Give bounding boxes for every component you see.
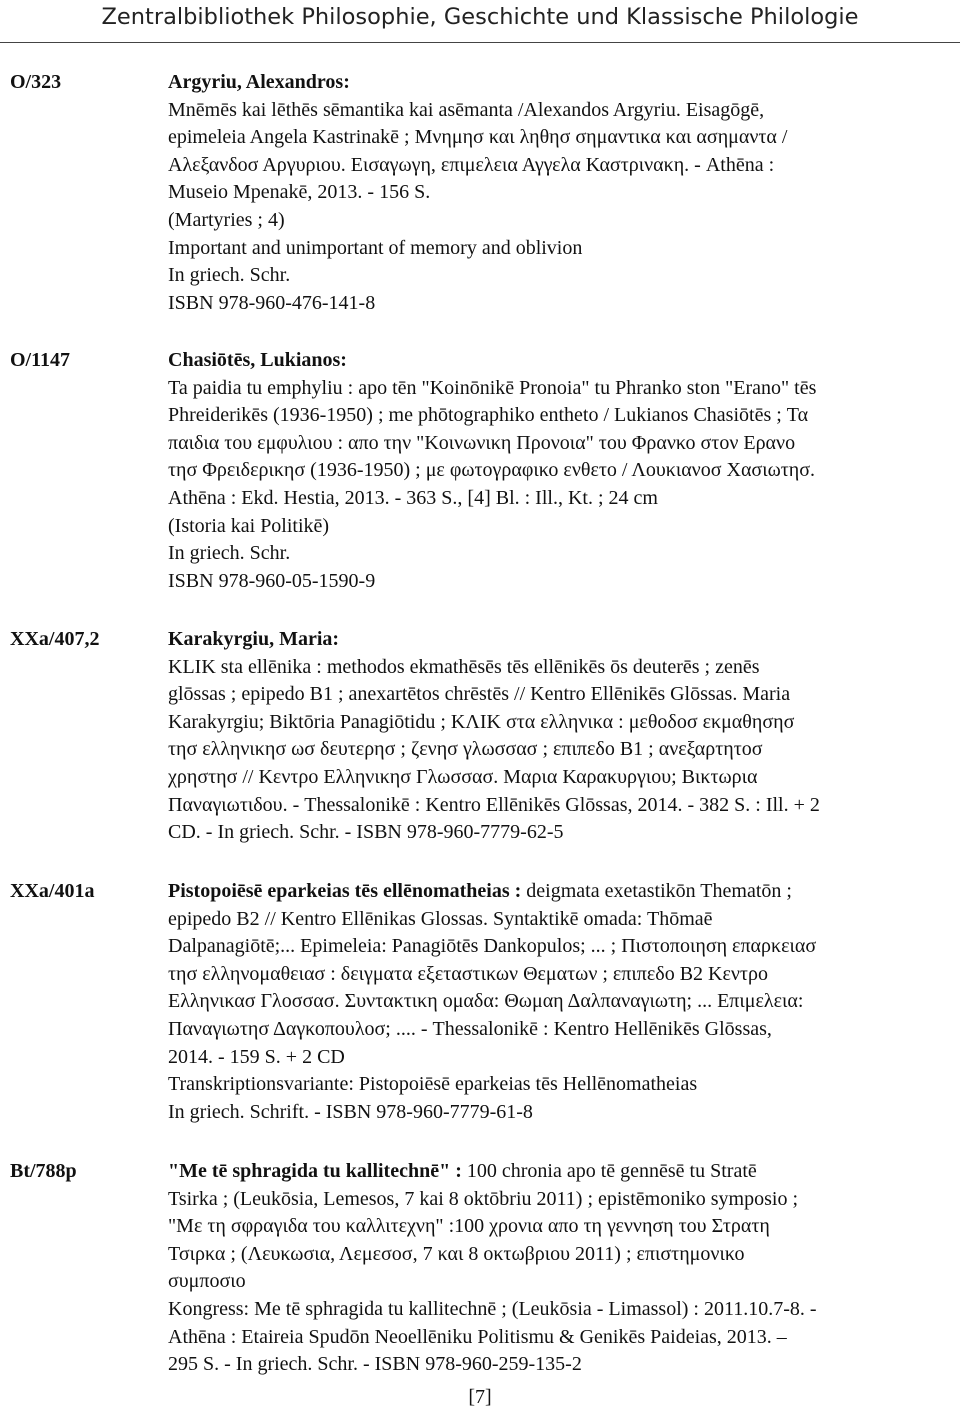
page-number: [7]: [468, 1386, 492, 1408]
entry-title-line: [168, 878, 958, 906]
entry-line: CD. - In griech. Schr. - ISBN 978-960-7779-62-5: [168, 821, 564, 844]
entry-line: Mnēmēs kai lēthēs sēmantika kai asēmanta /Alexandos Argyriu. Eisagōgē,: [168, 98, 765, 121]
entry-line: Ελληνικασ Γλοσσασ. Συντακτικη ομαδα: Θωμαη Δαλπαναγιωτη; ... Επιμελεια:: [168, 990, 804, 1013]
entry-line: Museio Mpenakē, 2013. - 156 S.: [168, 181, 431, 204]
header-divider: [0, 42, 960, 43]
entry-line: glōssas ; epipedo B1 ; anexartētos chrēstēs // Kentro Ellēnikēs Glōssas. Maria: [168, 683, 791, 706]
entry-line: (Martyries ; 4): [168, 208, 285, 231]
entry-author: Karakyrgiu, Maria:: [168, 628, 340, 650]
entry-line: Athēna : Ekd. Hestia, 2013. - 363 S., [4] Bl. : Ill., Kt. ; 24 cm: [168, 486, 658, 509]
entry-line: Αλεξανδοσ Αργυριου. Εισαγωγη, επιμελεια Αγγελα Καστρινακη. - Athēna :: [168, 153, 775, 176]
entry-line: Τσιρκα ; (Λευκωσια, Λεμεσοσ, 7 και 8 οκτωβριου 2011) ; επιστημονικο: [168, 1242, 745, 1265]
entry-title-rest: deigmata exetastikōn Thematōn ;: [521, 880, 792, 902]
entry-line: συμποσιο: [168, 1270, 246, 1293]
shelfmark: O/1147: [10, 349, 71, 371]
entry-isbn: ISBN 978-960-05-1590-9: [168, 569, 376, 592]
entry-line: Dalpanagiōtē;... Epimeleia: Panagiōtēs Dankopulos; ... ; Πιστοποιηση επαρκειασ: [168, 935, 817, 958]
entry-line: KLIK sta ellēnika : methodos ekmathēsēs tēs ellēnikēs ōs deuterēs ; zenēs: [168, 655, 760, 678]
entry-isbn: In griech. Schrift. - ISBN 978-960-7779-61-8: [168, 1100, 533, 1123]
entry-line: τησ ελληνικησ ωσ δευτερησ ; ζενησ γλωσσασ ; επιπεδο Β1 ; ανεξαρτητοσ: [168, 738, 763, 761]
entry-line: In griech. Schr.: [168, 542, 291, 565]
entry-isbn: 295 S. - In griech. Schr. - ISBN 978-960-259-135-2: [168, 1353, 582, 1376]
shelfmark: Bt/788p: [10, 1160, 77, 1182]
entry-line: Athēna : Etaireia Spudōn Neoellēniku Politismu & Genikēs Paideias, 2013. –: [168, 1325, 787, 1348]
entry-line: Παναγιωτιδου. - Thessalonikē : Kentro Ellēnikēs Glōssas, 2014. - 382 S. : Ill. + 2: [168, 793, 820, 816]
entry-line: "Με τη σφραγιδα του καλλιτεχνη" :100 χρονια απο τη γεννηση του Στρατη: [168, 1215, 770, 1238]
entry-title-line: [168, 1158, 958, 1186]
entry-author: Chasiōtēs, Lukianos:: [168, 349, 347, 371]
entry-line: Παναγιωτησ Δαγκοπουλοσ; .... - Thessalonikē : Kentro Hellēnikēs Glōssas,: [168, 1017, 772, 1040]
entry-line: τησ ελληνομαθειασ : δειγματα εξεταστικων Θεματων ; επιπεδο Β2 Κεντρο: [168, 962, 768, 985]
entry-title-bold: "Me tē sphragida tu kallitechnē" :: [168, 1160, 462, 1182]
entry-text: [168, 1158, 958, 1379]
entry-line: Phreiderikēs (1936-1950) ; me phōtographiko entheto / Lukianos Chasiōtēs ; Τα: [168, 404, 809, 427]
library-header: Zentralbibliothek Philosophie, Geschichte und Klassische Philologie: [101, 4, 859, 30]
entry-line: Transkriptionsvariante: Pistopoiēsē eparkeias tēs Hellēnomatheias: [168, 1073, 698, 1096]
entry-line: παιδια του εμφυλιου : απο την "Κοινωνικη Προνοια" του Φρανκο στον Ερανο: [168, 431, 796, 454]
shelfmark: XXa/407,2: [10, 628, 100, 650]
entry-text: [168, 626, 958, 847]
entry-title-rest: 100 chronia apo tē gennēsē tu Stratē: [461, 1160, 757, 1182]
entry-line: epipedo B2 // Kentro Ellēnikas Glossas. Syntaktikē omada: Thōmaē: [168, 907, 713, 930]
entry-line: Important and unimportant of memory and oblivion: [168, 236, 583, 259]
shelfmark: XXa/401a: [10, 880, 95, 902]
entry-line: 2014. - 159 S. + 2 CD: [168, 1045, 345, 1068]
entry-text: [168, 878, 958, 1126]
entry-line: Tsirka ; (Leukōsia, Lemesos, 7 kai 8 oktōbriu 2011) ; epistēmoniko symposio ;: [168, 1187, 798, 1210]
entry-text: [168, 347, 958, 595]
entry-line: χρηστησ // Κεντρο Ελληνικησ Γλωσσασ. Μαρια Καρακυργιου; Βικτωρια: [168, 765, 758, 788]
entry-title-bold: Pistopoiēsē eparkeias tēs ellēnomatheias :: [168, 880, 522, 902]
entry-line: Karakyrgiu; Biktōria Panagiōtidu ; ΚΛΙΚ στα ελληνικα : μεθοδοσ εκμαθησησ: [168, 710, 795, 733]
entry-line: Ta paidia tu emphyliu : apo tēn "Koinōnikē Pronoia" tu Phranko ston "Erano" tēs: [168, 376, 817, 399]
entry-line: epimeleia Angela Kastrinakē ; Μνημησ και ληθησ σημαντικα και ασημαντα /: [168, 126, 788, 149]
entry-isbn: ISBN 978-960-476-141-8: [168, 291, 376, 314]
entry-line: In griech. Schr.: [168, 264, 291, 287]
shelfmark: O/323: [10, 71, 62, 93]
entry-line: Kongress: Me tē sphragida tu kallitechnē ; (Leukōsia - Limassol) : 2011.10.7-8. -: [168, 1297, 817, 1320]
entry-line: τησ Φρειδερικησ (1936-1950) ; με φωτογραφικο ενθετο / Λουκιανοσ Χασιωτησ.: [168, 459, 816, 482]
entry-line: (Istoria kai Politikē): [168, 514, 330, 537]
entry-text: [168, 69, 958, 317]
entry-author: Argyriu, Alexandros:: [168, 71, 350, 93]
